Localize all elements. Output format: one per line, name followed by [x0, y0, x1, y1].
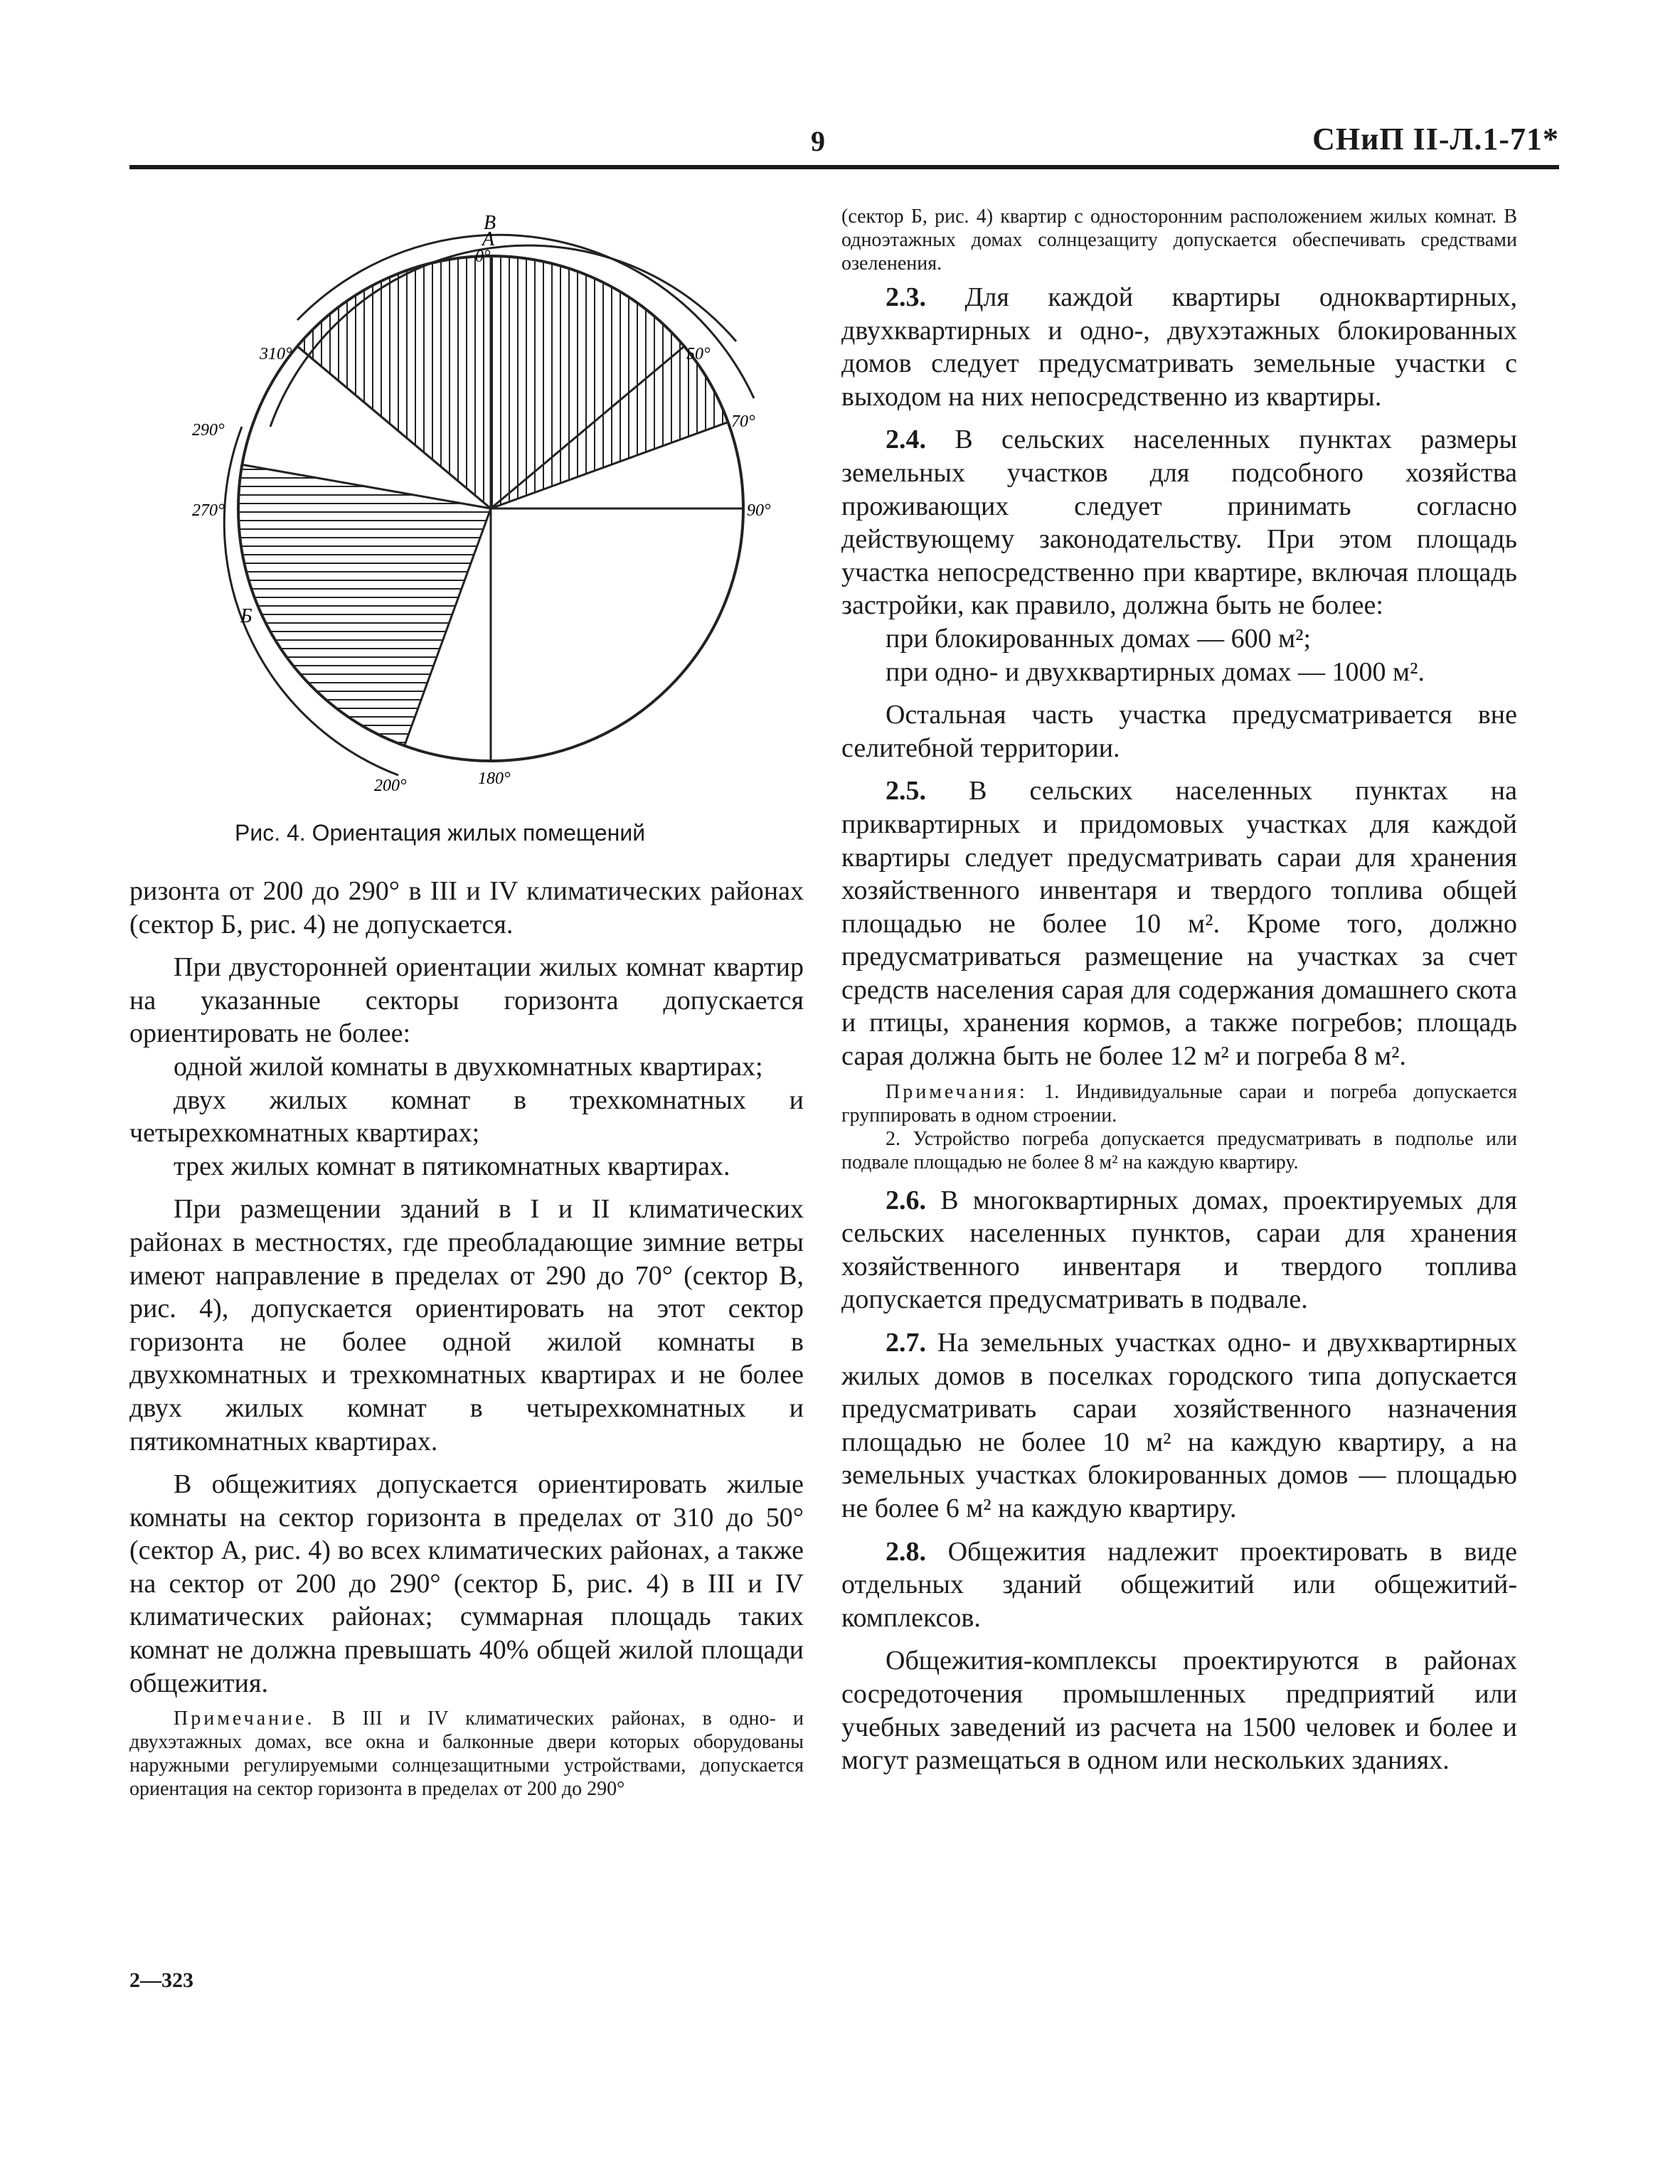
section-2-5-number: 2.5.: [886, 776, 926, 806]
angle-180: 180°: [478, 769, 511, 788]
left-paragraph-6: При размещении зданий в I и II климатических районах в местностях, где преобладающие зимние ветры имеют направление в пределах от 290 до 70° (сектор В, рис. 4), допускается ориентировать на этот сектор горизонта не более одной жилой комнаты в двухкомнатных и трехкомнатных квартирах и не более двух жилых комнат в четырехкомнатных и пятикомнатных квартирах.: [129, 1194, 804, 1456]
section-2-4-item-b: при одно- и двухквартирных домах — 1000 м².: [886, 656, 1425, 687]
sector-label-a: А: [482, 228, 495, 250]
page-header: [0, 0, 1680, 178]
figure-caption: Рис. 4. Ориентация жилых помещений: [235, 820, 646, 846]
section-2-7-text: На земельных участках одно- и двухквартирных жилых домов в поселках городского типа допускается предусматривать сараи хозяйственного назначения площадью не более 10 м² на каждую квартиру, а на земельных участках блокированных домов — площадью не более 6 м² на каждую квартиру.: [841, 1328, 1517, 1523]
section-2-5-note-2: 2. Устройство погреба допускается предусматривать в подполье или подвале площадью не более 8 м² на каждую квартиру.: [841, 1127, 1517, 1173]
section-2-6: [841, 1184, 1517, 1316]
section-2-4-rest: Остальная часть участка предусматривается вне селитебной территории.: [841, 700, 1517, 763]
left-paragraph-4: двух жилых комнат в трехкомнатных и четырехкомнатных квартирах;: [129, 1085, 804, 1149]
sector-label-b: Б: [240, 605, 252, 627]
section-2-5: [841, 774, 1517, 1072]
left-note: [129, 1707, 804, 1801]
right-column: [841, 205, 1517, 1777]
angle-310: 310°: [260, 345, 292, 363]
section-2-7-number: 2.7.: [886, 1328, 926, 1358]
left-note-label: Примечание.: [174, 1708, 315, 1730]
orientation-diagram: [164, 192, 804, 818]
section-2-8-text: Общежития надлежит проектировать в виде отдельных зданий общежитий или общежитий-комплексов.: [841, 1536, 1517, 1633]
left-paragraph-7: В общежитиях допускается ориентировать жилые комнаты на сектор горизонта в пределах от 310 до 50° (сектор А, рис. 4) во всех климатических районах, а также на сектор от 200 до 290° (сектор Б, рис. 4) в III и IV климатических районах; суммарная площадь таких комнат не должна превышать 40% общей жилой площади общежития.: [129, 1469, 804, 1698]
section-2-8-number: 2.8.: [886, 1536, 926, 1567]
left-paragraph-5: трех жилых комнат в пятикомнатных квартирах.: [174, 1151, 730, 1181]
document-code: СНиП II-Л.1-71*: [1312, 122, 1559, 156]
section-2-4-text: В сельских населенных пунктах размеры земельных участков для подсобного хозяйства проживающих следует принимать согласно действующему законодательству. При этом площадь участка непосредственно при квартире, включая площадь застройки, как правило, должна быть не более:: [841, 425, 1517, 621]
section-2-4-number: 2.4.: [886, 425, 926, 455]
angle-90: 90°: [747, 501, 771, 520]
section-2-4: [841, 423, 1517, 622]
section-2-3-text: Для каждой квартиры одноквартирных, двухквартирных и одно-, двухэтажных блокированных домов следует предусматривать земельные участки с выходом на них непосредственно из квартиры.: [841, 282, 1517, 412]
sector-label-v: В: [484, 212, 496, 234]
angle-50: 50°: [686, 345, 711, 363]
section-2-8: [841, 1535, 1517, 1635]
angle-290: 290°: [192, 421, 225, 440]
section-2-8-complexes: Общежития-комплексы проектируются в районах сосредоточения промышленных предприятий или учебных заведений из расчета на 1500 человек и более и могут размещаться в одном или нескольких зданиях.: [841, 1646, 1517, 1776]
left-paragraph-3: одной жилой комнаты в двухкомнатных квартирах;: [174, 1051, 763, 1082]
page-number: 9: [811, 125, 825, 157]
section-2-6-number: 2.6.: [886, 1185, 926, 1215]
angle-70: 70°: [731, 412, 755, 431]
left-column: [129, 875, 804, 1801]
section-2-6-text: В многоквартирных домах, проектируемых для сельских населенных пунктов, сараи для хранения хозяйственного инвентаря и твердого топлива допускается предусматривать в подвале.: [841, 1185, 1518, 1315]
angle-270: 270°: [192, 501, 225, 520]
sector-b-hatch: [238, 464, 491, 745]
section-2-7: [841, 1326, 1517, 1525]
section-2-3: [841, 281, 1517, 413]
header-rule: [129, 165, 1559, 169]
left-paragraph-2: При двусторонней ориентации жилых комнат квартир на указанные секторы горизонта допускается ориентировать не более:: [129, 952, 804, 1049]
section-2-5-notes-label: Примечания:: [886, 1080, 1028, 1103]
section-2-4-item-a: при блокированных домах — 600 м²;: [886, 623, 1312, 654]
section-2-5-note-1-text: 1. Индивидуальные сараи и погреба допускается группировать в одном строении.: [841, 1080, 1518, 1126]
section-2-3-number: 2.3.: [886, 282, 926, 312]
left-note-text: В III и IV климатических районах, в одно- и двухэтажных домах, все окна и балконные двери которых оборудованы наружными регулируемыми солнцезащитными устройствами, допускается ориентация на сектор горизонта в пределах от 200 до 290°: [129, 1708, 804, 1801]
right-paragraph-0: (сектор Б, рис. 4) квартир с односторонним расположением жилых комнат. В одноэтажных домах солнцезащиту допускается обеспечивать средствами озеленения.: [841, 206, 1517, 275]
orientation-diagram-svg: [164, 192, 804, 818]
section-2-5-note-1: [841, 1080, 1517, 1127]
sector-v-hatch: [297, 256, 728, 508]
left-paragraph-1: ризонта от 200 до 290° в III и IV климатических районах (сектор Б, рис. 4) не допускается.: [129, 876, 804, 939]
angle-200: 200°: [374, 777, 407, 795]
angle-0: 0°: [475, 247, 491, 266]
footer-signature: 2—323: [129, 1969, 193, 1992]
section-2-5-text: В сельских населенных пунктах на приквартирных и придомовых участках для каждой квартиры следует предусматривать сараи для хранения хозяйственного инвентаря и твердого топлива общей площадью не более 10 м². Кроме того, должно предусматриваться размещение на участках за счет средств населения сарая для содержания домашнего скота и птицы, хранения кормов, а также погребов; площадь сарая должна быть не более 12 м² и погреба 8 м².: [841, 776, 1518, 1072]
